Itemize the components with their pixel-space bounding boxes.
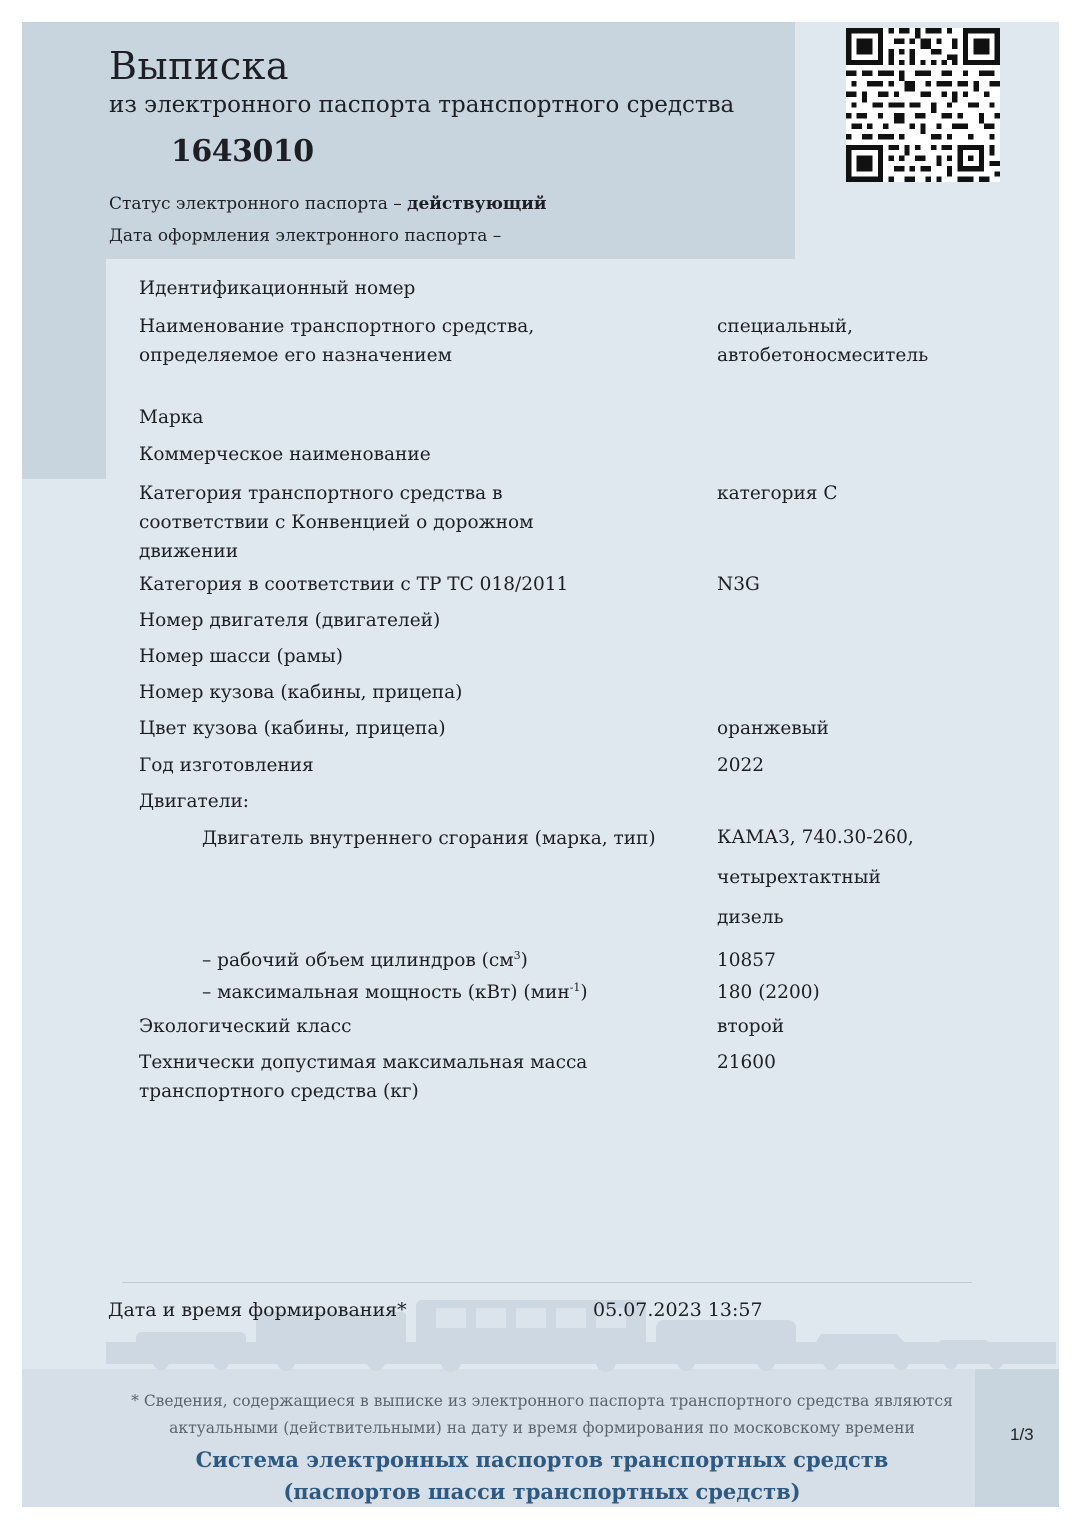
system-title (112, 1444, 972, 1507)
category-tr-value: N3G (717, 574, 760, 595)
system-title-line2: (паспортов шасси транспортных средств) (283, 1479, 801, 1504)
ice-value (717, 818, 997, 938)
displacement-label-end: ) (520, 950, 528, 971)
displacement-unit-sup: 3 (513, 948, 521, 962)
category-convention-label-line1: Категория транспортного средства в (139, 483, 503, 504)
document-page (22, 22, 1059, 1507)
generated-value: 05.07.2023 13:57 (593, 1299, 763, 1321)
commercial-name-label: Коммерческое наименование (139, 444, 431, 465)
body-number-label: Номер кузова (кабины, прицепа) (139, 682, 463, 703)
status-label: Статус электронного паспорта – (109, 194, 402, 214)
footnote (112, 1388, 972, 1442)
ice-value-line2: четырехтактный (717, 867, 881, 888)
divider (122, 1282, 972, 1283)
category-convention-label-line2: соответствии с Конвенцией о дорожном (139, 512, 534, 533)
vin-label: Идентификационный номер (139, 278, 416, 299)
engine-number-label: Номер двигателя (двигателей) (139, 610, 441, 631)
document-number: 1643010 (171, 134, 314, 169)
body-color-label: Цвет кузова (кабины, прицепа) (139, 718, 446, 739)
chassis-number-label: Номер шасси (рамы) (139, 646, 343, 667)
status-value: действующий (407, 194, 547, 214)
power-label-end: ) (580, 982, 588, 1003)
page-number: 1/3 (1010, 1425, 1034, 1444)
body-color-value: оранжевый (717, 718, 829, 739)
category-convention-value: категория С (717, 483, 838, 504)
category-convention-label (139, 479, 679, 566)
document-subtitle: из электронного паспорта транспортного средства (109, 92, 735, 118)
vehicle-name-label (139, 312, 679, 370)
vehicle-name-label-line2: определяемое его назначением (139, 345, 452, 366)
displacement-label-text: – рабочий объем цилиндров (см (202, 950, 514, 971)
displacement-label (202, 946, 702, 975)
ice-value-line1: КАМАЗ, 740.30-260, (717, 827, 914, 848)
max-mass-label (139, 1048, 679, 1106)
category-convention-label-line3: движении (139, 541, 239, 562)
year-label: Год изготовления (139, 755, 314, 776)
passport-status (109, 194, 547, 214)
max-mass-value: 21600 (717, 1052, 776, 1073)
generated-label: Дата и время формирования* (108, 1299, 407, 1321)
engines-header-label: Двигатели: (139, 791, 250, 812)
document-title: Выписка (109, 44, 290, 88)
vehicle-name-value-line2: автобетоносмеситель (717, 345, 929, 366)
left-band (22, 259, 106, 479)
displacement-value: 10857 (717, 950, 776, 971)
qr-code-icon (846, 28, 1000, 182)
ice-value-line3: дизель (717, 907, 784, 928)
vehicle-name-label-line1: Наименование транспортного средства, (139, 316, 535, 337)
footnote-line1: * Сведения, содержащиеся в выписке из электронного паспорта транспортного средства являются (131, 1392, 953, 1410)
ice-label: Двигатель внутреннего сгорания (марка, тип) (202, 828, 656, 849)
max-mass-label-line1: Технически допустимая максимальная масса (139, 1052, 588, 1073)
eco-class-value: второй (717, 1016, 785, 1037)
power-label-text: – максимальная мощность (кВт) (мин (202, 982, 570, 1003)
power-value: 180 (2200) (717, 982, 820, 1003)
power-label (202, 978, 702, 1007)
year-value: 2022 (717, 755, 765, 776)
brand-label: Марка (139, 407, 204, 428)
power-unit-sup: -1 (569, 980, 581, 994)
vehicle-name-value-line1: специальный, (717, 316, 853, 337)
footnote-line2: актуальными (действительными) на дату и время формирования по московскому времени (169, 1419, 915, 1437)
eco-class-label: Экологический класс (139, 1016, 352, 1037)
max-mass-label-line2: транспортного средства (кг) (139, 1081, 419, 1102)
vehicle-name-value (717, 312, 997, 370)
category-tr-label: Категория в соответствии с ТР ТС 018/2011 (139, 574, 569, 595)
issue-date: Дата оформления электронного паспорта – (109, 226, 502, 246)
system-title-line1: Система электронных паспортов транспортных средств (195, 1447, 889, 1472)
